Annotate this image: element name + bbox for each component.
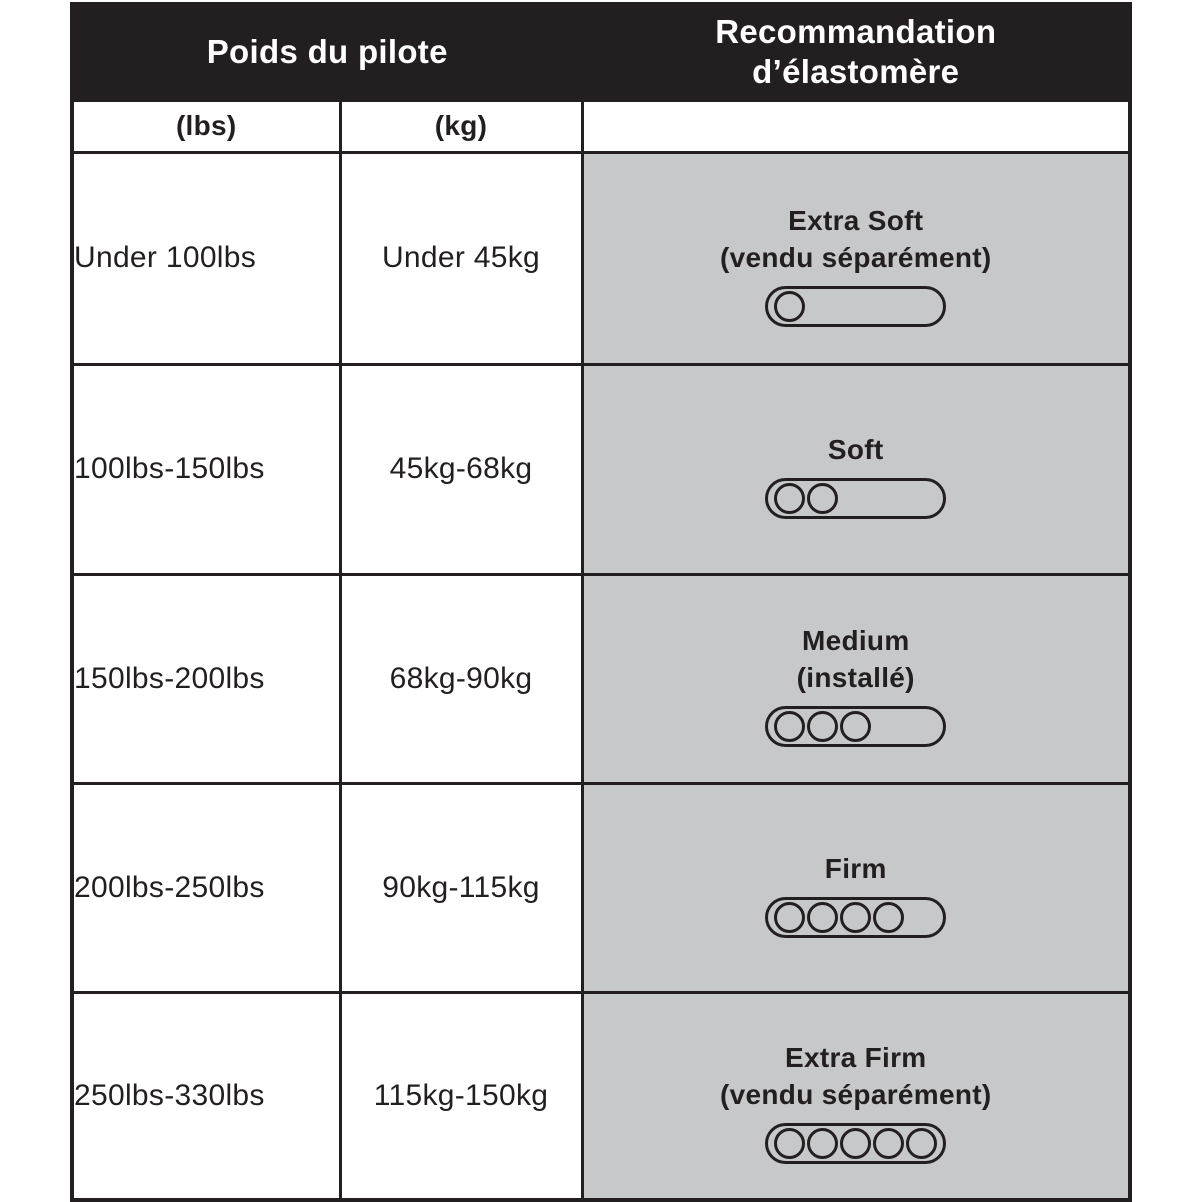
weight-lbs-cell: 100lbs-150lbs (72, 364, 340, 574)
elastomer-dot (807, 1128, 838, 1159)
weight-lbs-cell: 200lbs-250lbs (72, 783, 340, 992)
firmness-note: (installé) (796, 662, 915, 693)
elastomer-dot (774, 902, 805, 933)
header-rider-weight-label: Poids du pilote (206, 33, 448, 71)
weight-kg-cell: 45kg-68kg (340, 364, 582, 574)
header-recommendation-line2: d’élastomère (752, 53, 960, 91)
table-row (72, 992, 1130, 1200)
table-row (72, 574, 1130, 783)
weight-lbs-cell: Under 100lbs (72, 152, 340, 364)
elastomer-dot (840, 1128, 871, 1159)
weight-lbs-cell: 250lbs-330lbs (72, 992, 340, 1200)
recommendation-cell (582, 574, 1130, 783)
recommendation-cell (582, 992, 1130, 1200)
firmness-indicator (765, 706, 946, 747)
firmness-label: Soft (827, 434, 884, 465)
firmness-indicator (765, 1123, 946, 1164)
elastomer-dot (873, 902, 904, 933)
elastomer-dot (840, 711, 871, 742)
firmness-note: (vendu séparément) (720, 1079, 992, 1111)
header-recommendation-line1: Recommandation (715, 13, 997, 51)
elastomer-dot (807, 483, 838, 514)
subheader-row (72, 100, 1130, 152)
firmness-indicator (765, 897, 946, 938)
recommendation-cell (582, 364, 1130, 574)
subheader-lbs: (lbs) (72, 100, 340, 152)
elastomer-dot (774, 291, 805, 322)
firmness-label: Extra Soft (788, 204, 924, 236)
header-recommendation (582, 4, 1130, 100)
weight-kg-cell: Under 45kg (340, 152, 582, 364)
recommendation-cell (582, 152, 1130, 364)
firmness-label: Medium (801, 625, 910, 656)
subheader-kg: (kg) (340, 100, 582, 152)
elastomer-dot (906, 1128, 937, 1159)
weight-kg-cell: 90kg-115kg (340, 783, 582, 992)
elastomer-dot (774, 711, 805, 742)
elastomer-dot (807, 711, 838, 742)
weight-kg-cell: 115kg-150kg (340, 992, 582, 1200)
subheader-recommendation-empty (582, 100, 1130, 152)
elastomer-dot (774, 1128, 805, 1159)
firmness-label: Extra Firm (785, 1042, 927, 1074)
elastomer-recommendation-table (70, 2, 1128, 1198)
weight-kg-cell: 68kg-90kg (340, 574, 582, 783)
spec-table (70, 2, 1132, 1202)
firmness-indicator (765, 478, 946, 519)
table-row (72, 152, 1130, 364)
recommendation-cell (582, 783, 1130, 992)
firmness-note: (vendu séparément) (720, 241, 992, 273)
table-row (72, 783, 1130, 992)
header-rider-weight (72, 4, 582, 100)
firmness-indicator (765, 286, 946, 327)
elastomer-dot (807, 902, 838, 933)
firmness-label: Firm (824, 852, 887, 884)
elastomer-dot (840, 902, 871, 933)
header-row (72, 4, 1130, 100)
elastomer-dot (774, 483, 805, 514)
table-row (72, 364, 1130, 574)
weight-lbs-cell: 150lbs-200lbs (72, 574, 340, 783)
elastomer-dot (873, 1128, 904, 1159)
